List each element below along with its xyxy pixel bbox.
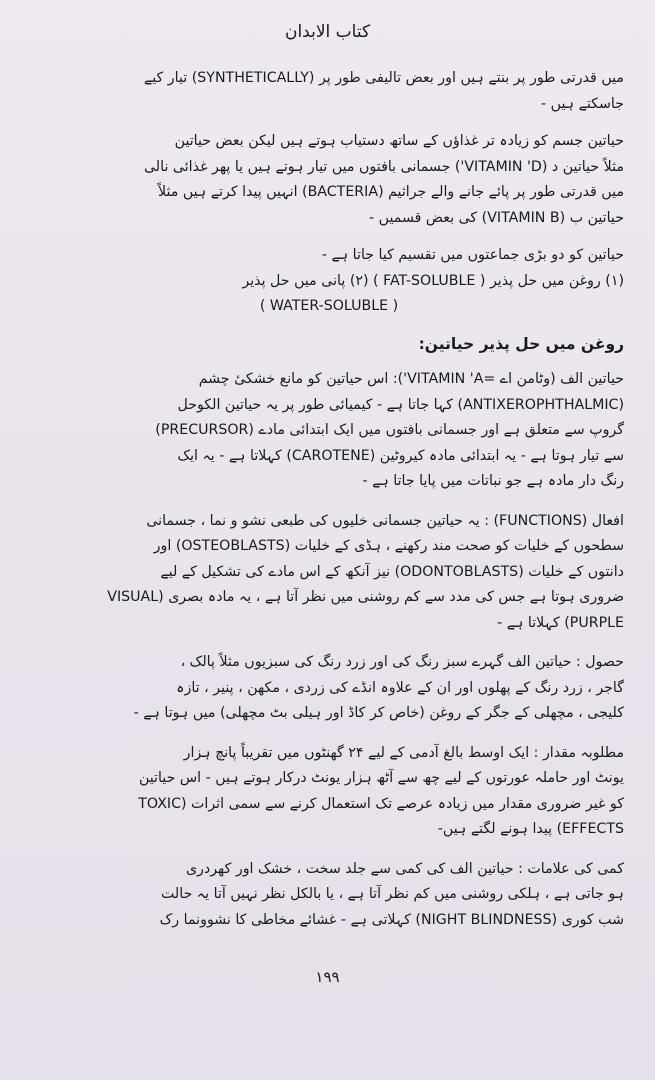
- text-line: PURPLE) کہلاتا ہے -: [497, 614, 624, 631]
- text-line: میں قدرتی طور پر پائے جانے والے جراثیم (BACTERIA) انہیں پیدا کرتے ہیں مثلاً: [158, 184, 624, 200]
- text-line: افعال (FUNCTIONS) : یہ حیاتین جسمانی خلیوں کی طبعی نشو و نما ، جسمانی: [146, 512, 624, 529]
- text-line: کلیجی ، مچھلی کے جگر کے روغن (خاص کر کاڈ اور ہیلی بٹ مچھلی) میں ہوتا ہے -: [133, 705, 624, 721]
- text-line: گروپ سے متعلق ہے اور جسمانی بافتوں میں ایک ابتدائی مادے (PRECURSOR): [155, 422, 624, 438]
- text-line: رنگ دار مادہ ہے جو نباتات میں پایا جاتا ہے -: [362, 473, 624, 489]
- paragraph-1: [34, 66, 624, 117]
- text-line: ضروری ہوتا ہے جس کی مدد سے کم روشنی میں نظر آتا ہے ، یہ مادہ بصری (VISUAL: [107, 589, 624, 605]
- paragraph-deficiency: [34, 857, 624, 934]
- text-line: گاجر ، زرد رنگ کے پھلوں اور ان کے علاوہ انڈے کی زردی ، مکھن ، پنیر ، تازہ: [176, 679, 624, 696]
- page-number: ۱۹۹: [315, 968, 340, 986]
- running-header: کتاب الابدان: [284, 22, 371, 42]
- classification-line: (۱) روغن میں حل پذیر ( FAT-SOLUBLE ) (۲) پانی میں حل پذیر: [242, 272, 624, 289]
- text-line: کو غیر ضروری مقدار میں زیادہ عرصے تک استعمال کرنے سے سمی اثرات (TOXIC: [138, 795, 624, 812]
- text-line: حیاتین ب (VITAMIN B) کی بعض قسمیں -: [369, 209, 624, 226]
- text-line: مطلوبہ مقدار : ایک اوسط بالغ آدمی کے لیے ۲۴ گھنٹوں میں تقریباً پانچ ہزار: [183, 744, 624, 761]
- text-line: جاسکتے ہیں -: [541, 95, 624, 112]
- text-line: EFFECTS) پیدا ہونے لگتے ہیں-: [437, 821, 624, 837]
- text-line: حیاتین الف (وٹامن اے =VITAMIN 'A'): اس حیاتین کو مانع خشکیٔ چشم: [198, 371, 624, 387]
- paragraph-2: [34, 129, 624, 231]
- classification-line: ( WATER-SOLUBLE ): [259, 298, 399, 314]
- text-line: دانتوں کے خلیات (ODONTOBLASTS) نیز آنکھ کے اس مادے کی تشکیل کے لیے: [160, 563, 624, 580]
- text-line: حیاتین کو دو بڑی جماعتوں میں تقسیم کیا جاتا ہے -: [321, 247, 624, 263]
- text-line: سے تیار ہوتا ہے - یہ ابتدائی مادہ کیروٹین (CAROTENE) کہلاتا ہے - یہ ایک: [177, 447, 624, 464]
- text-line: سطحوں کے خلیات کو صحت مند رکھنے ، ہڈی کے خلیات (OSTEOBLASTS) اور: [153, 538, 624, 554]
- text-line: یونٹ اور حاملہ عورتوں کے لیے چھ سے آٹھ ہزار یونٹ درکار ہوتے ہیں - اس حیاتین: [138, 770, 624, 786]
- text-line: ہو جاتی ہے ، ہلکی روشنی میں کم نظر آتا ہے ، یا بالکل نظر نہیں آتا یہ حالت: [161, 886, 624, 902]
- paragraph-vitamin-a: [34, 367, 624, 495]
- text-line: مثلاً حیاتین د (VITAMIN 'D') جسمانی بافتوں میں تیار ہوتے ہیں یا پھر غذائی نالی: [143, 158, 624, 175]
- paragraph-3: [34, 243, 624, 320]
- paragraph-functions: [34, 509, 624, 637]
- paragraph-requirement: [34, 741, 624, 843]
- section-subheading: روغن میں حل پذیر حیاتین:: [418, 334, 624, 353]
- text-line: میں قدرتی طور پر بنتے ہیں اور بعض تالیفی طور پر (SYNTHETICALLY) تیار کیے: [143, 70, 624, 86]
- text-line: حیاتین جسم کو زیادہ تر غذاؤں کے ساتھ دستیاب ہوتے ہیں لیکن بعض حیاتین: [174, 133, 624, 149]
- text-line: حصول : حیاتین الف گہرے سبز رنگ کی اور زرد رنگ کی سبزیوں مثلاً پالک ،: [180, 654, 624, 670]
- text-line: شب کوری (NIGHT BLINDNESS) کہلاتی ہے - غشائے مخاطی کا نشوونما رک: [159, 911, 624, 928]
- text-line: کمی کی علامات : حیاتین الف کی کمی سے جلد سخت ، خشک اور کھردری: [185, 860, 624, 877]
- paragraph-sources: [34, 650, 624, 727]
- page-body: [34, 66, 624, 947]
- text-line: (ANTIXEROPHTHALMIC) کہا جاتا ہے - کیمیائی طور پر یہ حیاتین الکوحل: [177, 396, 624, 413]
